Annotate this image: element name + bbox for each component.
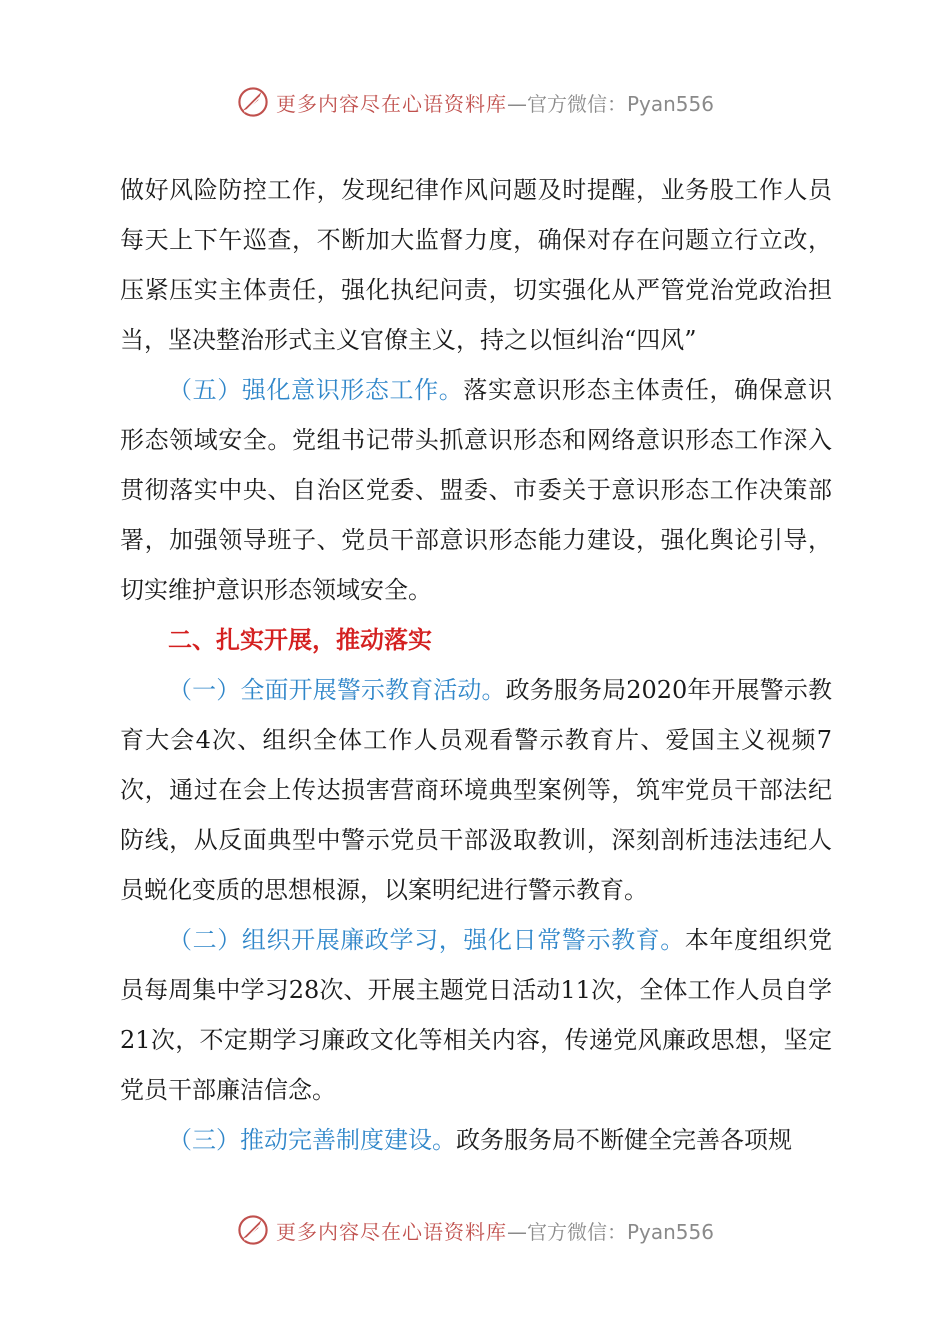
watermark-red-text: 更多内容尽在心语资料库 [275, 1219, 507, 1244]
paragraph-heading: （五）强化意识形态工作。 [168, 376, 464, 404]
paragraph-body: 落实意识形态主体责任，确保意识形态领域安全。党组书记带头抓意识形态和网络意识形态工作深入贯彻落实中央、自治区党委、盟委、市委关于意识形态工作决策部署，加强领导班子、党员干部意识形态能力建设，强化舆论引导，切实维护意识形态领域安全。 [120, 376, 833, 604]
paragraph-item-2 [120, 915, 832, 1115]
paragraph-heading: （三）推动完善制度建设。 [168, 1126, 456, 1154]
paragraph-body: 政务服务局不断健全完善各项规 [456, 1126, 792, 1154]
watermark-red-text: 更多内容尽在心语资料库 [275, 91, 507, 116]
paragraph-item-1 [120, 665, 832, 915]
paragraph-body: 本年度组织党员每周集中学习28次、开展主题党日活动11次，全体工作人员自学21次，不定期学习廉政文化等相关内容，传递党风廉政思想，坚定党员干部廉洁信念。 [120, 926, 832, 1104]
quill-logo-icon [236, 1213, 270, 1247]
paragraph-heading: （一）全面开展警示教育活动。 [168, 676, 506, 704]
paragraph-item-5 [120, 365, 832, 615]
quill-logo-icon [236, 85, 270, 119]
paragraph-heading: （二）组织开展廉政学习，强化日常警示教育。 [168, 926, 685, 954]
document-body [120, 165, 832, 1165]
paragraph-item-3 [120, 1115, 832, 1165]
watermark-banner-top [0, 82, 950, 122]
paragraph-body: 政务服务局2020年开展警示教育大会4次、组织全体工作人员观看警示教育片、爱国主义视频7次，通过在会上传达损害营商环境典型案例等，筑牢党员干部法纪防线，从反面典型中警示党员干部汲取教训，深刻剖析违法违纪人员蜕化变质的思想根源，以案明纪进行警示教育。 [120, 676, 833, 904]
watermark-banner-bottom [0, 1210, 950, 1250]
watermark-gray-text: —官方微信：Pyan556 [506, 91, 714, 116]
section-heading: 二、扎实开展，推动落实 [168, 626, 432, 654]
paragraph-continuation [120, 165, 832, 365]
watermark-gray-text: —官方微信：Pyan556 [506, 1219, 714, 1244]
paragraph-body: 做好风险防控工作，发现纪律作风问题及时提醒，业务股工作人员每天上下午巡查，不断加大监督力度，确保对存在问题立行立改，压紧压实主体责任，强化执纪问责，切实强化从严管党治党政治担当，坚决整治形式主义官僚主义，持之以恒纠治“四风” [120, 176, 832, 354]
